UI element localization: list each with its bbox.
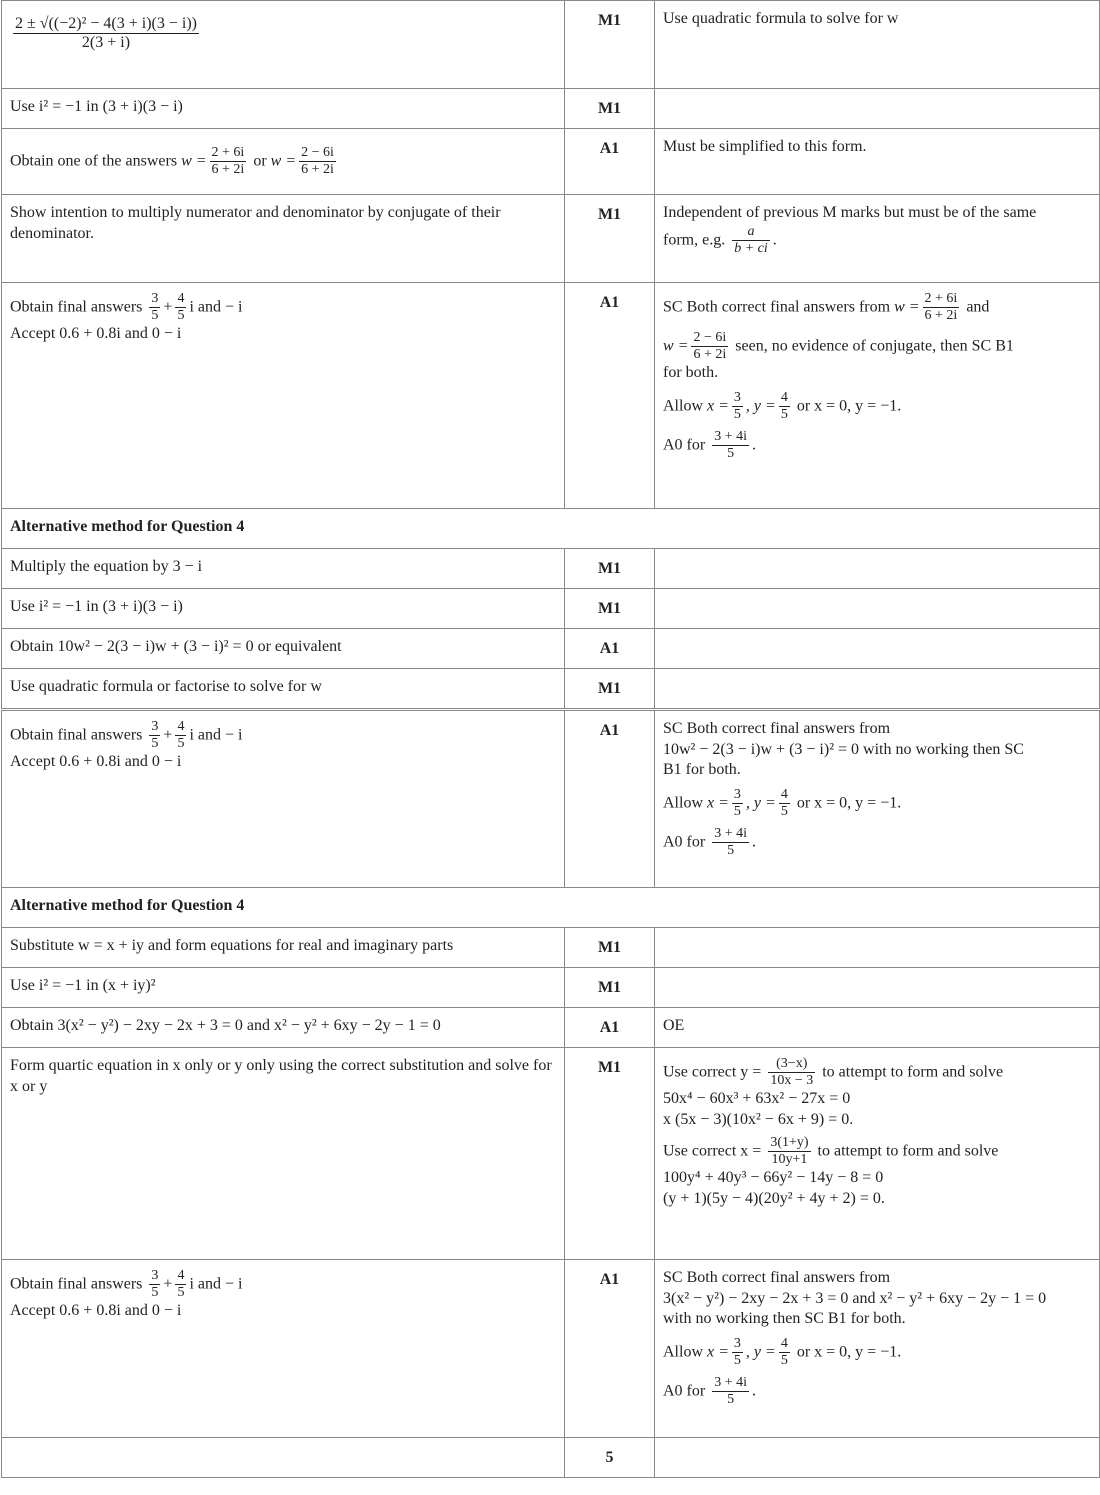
mark-cell: A1 bbox=[565, 709, 655, 887]
guidance-cell: Use correct y = $\frac{(3-x)}{10x - 3}$ to attempt to form and solve 50x⁴ − 60x³ + 63x² − 27x = 0 x (5x − 3)(10x² − 6x + 9) = 0. Use correct x = $\frac{3(1+y)}{10y+1}$ to attempt to form and solve 100y⁴ + 40y³ − 66y² − 14y − 8 = 0 (y + 1)(5y − 4)(20y² + 4y + 2) = 0. bbox=[655, 1047, 1100, 1259]
mark-cell: M1 bbox=[565, 89, 655, 129]
table-row bbox=[2, 1047, 1100, 1259]
step-cell: Use i² = −1 in (3 + i)(3 − i) bbox=[2, 589, 565, 629]
guidance-cell: Must be simplified to this form. bbox=[655, 129, 1100, 195]
section-heading: Alternative method for Question 4 bbox=[2, 509, 1100, 549]
table-row bbox=[2, 1, 1100, 89]
table-row bbox=[2, 283, 1100, 509]
table-row bbox=[2, 887, 1100, 927]
guidance-cell: SC Both correct final answers from 10w² − 2(3 − i)w + (3 − i)² = 0 with no working then SC B1 for both. Allow x = $\frac{3}{5}$ , y = $\frac{4}{5}$ or x = 0, y = −1. A0 for $\frac{3 + 4i}{5}$ . bbox=[655, 709, 1100, 887]
quadratic-formula: $\frac{\text{2 ± √((−2)² − 4(3 + i)(3 − i))}}{2(3 + i)}$ bbox=[15, 15, 197, 52]
guidance-cell: OE bbox=[655, 1007, 1100, 1047]
mark-scheme-table bbox=[1, 0, 1100, 1478]
table-row bbox=[2, 709, 1100, 887]
step-cell: Show intention to multiply numerator and denominator by conjugate of their denominator. bbox=[2, 195, 565, 283]
step-cell: Obtain 3(x² − y²) − 2xy − 2x + 3 = 0 and x² − y² + 6xy − 2y − 1 = 0 bbox=[2, 1007, 565, 1047]
guidance-cell bbox=[655, 589, 1100, 629]
guidance-cell: SC Both correct final answers from 3(x² − y²) − 2xy − 2x + 3 = 0 and x² − y² + 6xy − 2y − 1 = 0 with no working then SC B1 for both. Allow x = $\frac{3}{5}$ , y = $\frac{4}{5}$ or x = 0, y = −1. A0 for $\frac{3 + 4i}{5}$ . bbox=[655, 1259, 1100, 1437]
mark-cell: M1 bbox=[565, 589, 655, 629]
mark-cell: M1 bbox=[565, 549, 655, 589]
guidance-cell bbox=[655, 629, 1100, 669]
guidance-cell: Use quadratic formula to solve for w bbox=[655, 1, 1100, 89]
step-cell bbox=[2, 1437, 565, 1477]
table-row bbox=[2, 589, 1100, 629]
guidance-cell: SC Both correct final answers from w = $\frac{2 + 6i}{6 + 2i}$ and w = $\frac{2 - 6i}{6 + 2i}$ seen, no evidence of conjugate, then SC B1 for both. Allow x = $\frac{3}{5}$ , y = $\frac{4}{5}$ or x = 0, y = −1. A0 for $\frac{3 + 4i}{5}$ . bbox=[655, 283, 1100, 509]
table-row bbox=[2, 89, 1100, 129]
table-row bbox=[2, 195, 1100, 283]
guidance-cell: Independent of previous M marks but must be of the same form, e.g. $\frac{a}{b + ci}$ . bbox=[655, 195, 1100, 283]
mark-cell: A1 bbox=[565, 1007, 655, 1047]
table-row bbox=[2, 669, 1100, 710]
mark-cell: A1 bbox=[565, 629, 655, 669]
step-cell: Form quartic equation in x only or y only using the correct substitution and solve for x or y bbox=[2, 1047, 565, 1259]
mark-cell: A1 bbox=[565, 1259, 655, 1437]
table-row bbox=[2, 629, 1100, 669]
guidance-cell bbox=[655, 967, 1100, 1007]
table-row bbox=[2, 1259, 1100, 1437]
step-cell: Obtain final answers $\frac{3}{5}$ + $\frac{4}{5}$ i and − i Accept 0.6 + 0.8i and 0 − i bbox=[2, 709, 565, 887]
step-cell: Obtain final answers $\frac{3}{5}$ + $\frac{4}{5}$ i and − i Accept 0.6 + 0.8i and 0 − i bbox=[2, 1259, 565, 1437]
table-row bbox=[2, 509, 1100, 549]
step-cell: Use i² = −1 in (3 + i)(3 − i) bbox=[2, 89, 565, 129]
guidance-cell bbox=[655, 669, 1100, 710]
mark-cell: M1 bbox=[565, 927, 655, 967]
mark-cell: M1 bbox=[565, 195, 655, 283]
table-row bbox=[2, 967, 1100, 1007]
mark-cell: A1 bbox=[565, 129, 655, 195]
mark-cell: M1 bbox=[565, 967, 655, 1007]
step-cell: Use i² = −1 in (x + iy)² bbox=[2, 967, 565, 1007]
guidance-cell bbox=[655, 1437, 1100, 1477]
table-row bbox=[2, 927, 1100, 967]
total-mark: 5 bbox=[565, 1437, 655, 1477]
mark-cell: M1 bbox=[565, 1047, 655, 1259]
step-cell bbox=[2, 1, 565, 89]
table-row bbox=[2, 549, 1100, 589]
step-cell: Obtain 10w² − 2(3 − i)w + (3 − i)² = 0 or equivalent bbox=[2, 629, 565, 669]
table-row bbox=[2, 1007, 1100, 1047]
table-row bbox=[2, 129, 1100, 195]
guidance-cell bbox=[655, 927, 1100, 967]
table-row bbox=[2, 1437, 1100, 1477]
step-cell: Obtain one of the answers w = $\frac{2 + 6i}{6 + 2i}$ or w = $\frac{2 - 6i}{6 + 2i}$ bbox=[2, 129, 565, 195]
section-heading: Alternative method for Question 4 bbox=[2, 887, 1100, 927]
mark-cell: M1 bbox=[565, 1, 655, 89]
step-cell: Use quadratic formula or factorise to solve for w bbox=[2, 669, 565, 710]
mark-cell: A1 bbox=[565, 283, 655, 509]
step-cell: Multiply the equation by 3 − i bbox=[2, 549, 565, 589]
mark-cell: M1 bbox=[565, 669, 655, 710]
guidance-cell bbox=[655, 549, 1100, 589]
step-cell: Obtain final answers $\frac{3}{5}$ + $\frac{4}{5}$ i and − i Accept 0.6 + 0.8i and 0 − i bbox=[2, 283, 565, 509]
guidance-cell bbox=[655, 89, 1100, 129]
step-cell: Substitute w = x + iy and form equations for real and imaginary parts bbox=[2, 927, 565, 967]
